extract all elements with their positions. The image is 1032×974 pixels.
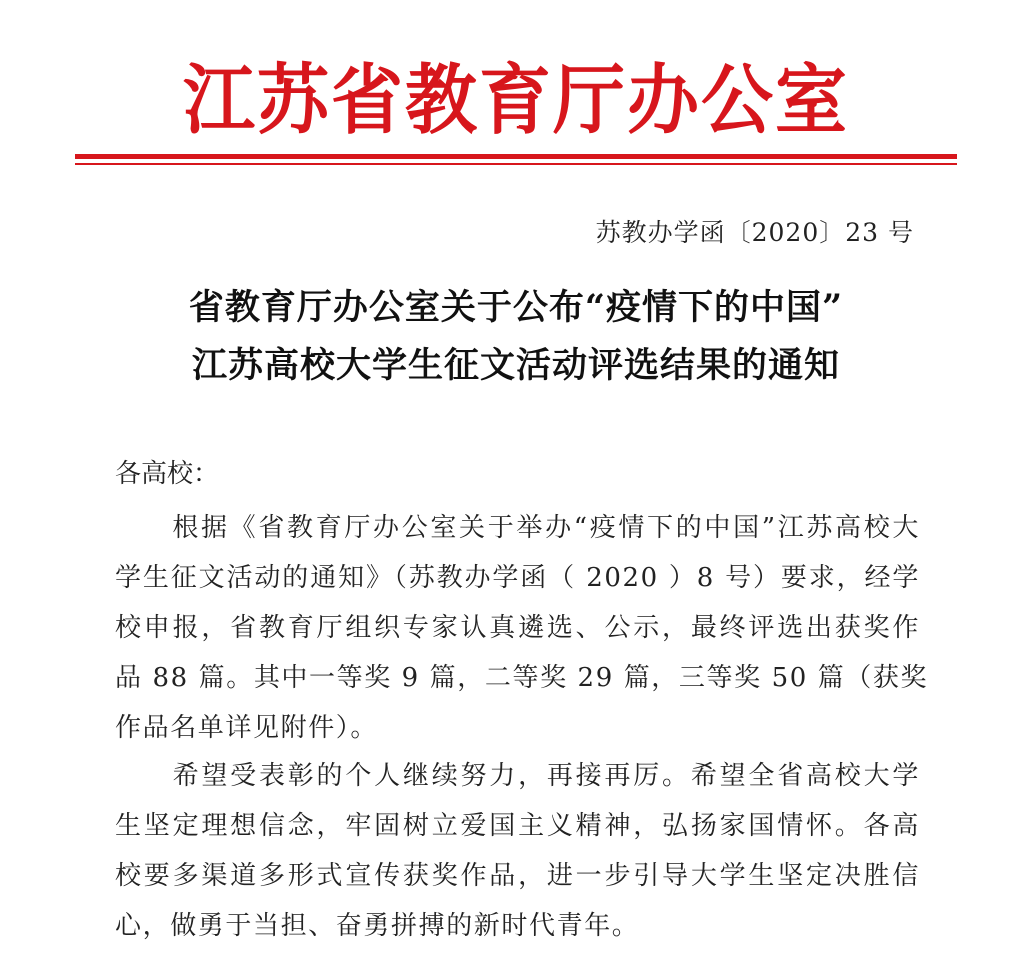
masthead-thick-rule	[75, 154, 957, 159]
body-paragraph-2	[115, 751, 920, 951]
masthead-title: 江苏省教育厅办公室	[182, 55, 849, 145]
paragraph-1-line: 根据《省教育厅办公室关于举办“疫情下的中国”江苏高校大	[115, 513, 920, 543]
notice-title-line-2: 江苏高校大学生征文活动评选结果的通知	[191, 345, 840, 386]
body-paragraph-1	[115, 503, 929, 753]
paragraph-2-line: 生坚定理想信念，牢固树立爱国主义精神，弘扬家国情怀。各高	[115, 811, 920, 841]
paragraph-1-line: 品 88 篇。其中一等奖 9 篇，二等奖 29 篇，三等奖 50 篇（获奖	[115, 663, 929, 693]
masthead-thin-rule	[75, 163, 957, 165]
notice-title-line-1: 省教育厅办公室关于公布“疫情下的中国”	[188, 287, 844, 328]
document-number: 苏教办学函〔2020〕23 号	[595, 218, 914, 247]
salutation: 各高校：	[115, 459, 220, 489]
paragraph-1-line: 作品名单详见附件）。	[115, 713, 379, 743]
paragraph-2-line: 希望受表彰的个人继续努力，再接再厉。希望全省高校大学	[115, 761, 920, 791]
paragraph-1-line: 校申报，省教育厅组织专家认真遴选、公示，最终评选出获奖作	[115, 613, 920, 643]
paragraph-2-line: 校要多渠道多形式宣传获奖作品，进一步引导大学生坚定决胜信	[115, 861, 920, 891]
paragraph-2-line: 心，做勇于当担、奋勇拼搏的新时代青年。	[115, 911, 640, 941]
paragraph-1-line: 学生征文活动的通知》（苏教办学函（ 2020 ）8 号）要求，经学	[115, 563, 920, 593]
